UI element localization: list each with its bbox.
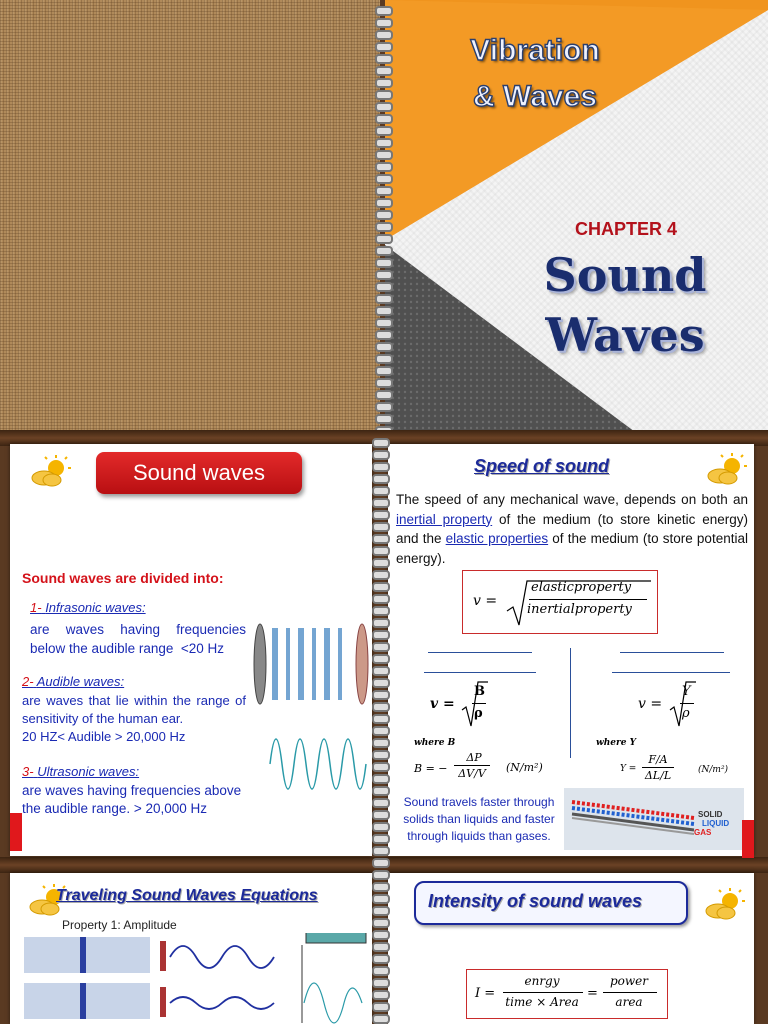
spiral-ring — [372, 534, 390, 544]
spiral-ring — [372, 654, 390, 664]
label-gas: GAS — [694, 828, 712, 837]
spiral-ring — [375, 294, 393, 304]
spiral-ring — [372, 882, 390, 892]
spiral-ring — [372, 1002, 390, 1012]
item-title: 3- Ultrasonic waves: — [22, 764, 140, 779]
left-where: where B — [414, 738, 456, 748]
left-den: ρ — [474, 706, 483, 721]
spiral-ring — [375, 138, 393, 148]
spiral-ring — [372, 666, 390, 676]
slide-header: Speed of sound — [474, 456, 609, 476]
spiral-ring — [375, 66, 393, 76]
spiral-ring — [372, 570, 390, 580]
right-y-num: F/A — [648, 753, 668, 766]
spiral-ring — [375, 318, 393, 328]
spiral-ring — [372, 510, 390, 520]
spiral-ring — [372, 522, 390, 532]
spiral-ring — [375, 354, 393, 364]
spiral-ring — [372, 954, 390, 964]
spiral-ring — [372, 474, 390, 484]
divided-heading: Sound waves are divided into: — [22, 570, 224, 586]
label-liquid: LIQUID — [702, 819, 730, 828]
spiral-ring — [375, 6, 393, 16]
spiral-ring — [372, 546, 390, 556]
spiral-ring — [372, 978, 390, 988]
left-b: B = − — [414, 762, 448, 775]
slide-traveling-waves — [10, 873, 372, 1024]
spiral-ring — [372, 906, 390, 916]
spiral-ring — [372, 486, 390, 496]
spiral-ring — [375, 162, 393, 172]
spiral-ring — [375, 54, 393, 64]
formula-lhs: v = — [473, 593, 498, 609]
right-y-den: ΔL/L — [644, 769, 672, 782]
slide-header: Traveling Sound Waves Equations — [56, 887, 318, 904]
spiral-ring — [372, 810, 390, 820]
spiral-ring — [372, 642, 390, 652]
spiral-ring — [372, 786, 390, 796]
spiral-ring — [375, 210, 393, 220]
spiral-ring — [375, 270, 393, 280]
spiral-ring — [372, 858, 390, 868]
spiral-ring — [375, 402, 393, 412]
cover-title-line1: Vibration — [470, 34, 600, 67]
slide-speed-of-sound — [388, 444, 754, 856]
spiral-ring — [372, 462, 390, 472]
spiral-ring — [375, 114, 393, 124]
left-b-den: ΔV/V — [458, 767, 486, 780]
amplitude-figure — [20, 933, 370, 1024]
item-title: 2- Audible waves: — [22, 674, 125, 689]
right-unit: (N/m²) — [698, 765, 729, 775]
spiral-ring — [372, 870, 390, 880]
intensity-num1: enrgy — [524, 974, 560, 988]
spiral-ring — [375, 234, 393, 244]
spiral-ring — [372, 678, 390, 688]
speed-formula-box — [462, 570, 658, 634]
spiral-ring — [375, 378, 393, 388]
spiral-ring — [372, 966, 390, 976]
spiral-ring — [372, 846, 390, 856]
sun-cloud-icon — [702, 887, 746, 921]
left-unit: (N/m²) — [506, 761, 543, 774]
spiral-ring — [372, 762, 390, 772]
sound-wave-illustration — [250, 614, 372, 804]
intensity-lhs: I = — [475, 986, 496, 1001]
spiral-ring — [375, 150, 393, 160]
sound-travel-note: Sound travels faster through solids than liquids and faster through liquids than gases. — [403, 795, 555, 843]
item-desc: are waves having frequencies above the audible range. > 20,000 Hz — [22, 783, 242, 816]
spiral-ring — [372, 630, 390, 640]
spiral-ring — [375, 30, 393, 40]
cover-title-line2: & Waves — [473, 80, 597, 113]
cover-big-line2: Waves — [545, 308, 705, 362]
spiral-ring — [372, 714, 390, 724]
intensity-eq: = — [587, 986, 598, 1001]
spiral-ring — [375, 282, 393, 292]
spiral-ring — [372, 894, 390, 904]
spiral-ring — [372, 498, 390, 508]
intensity-den1: time × Area — [505, 995, 579, 1009]
red-tab — [742, 820, 754, 858]
spiral-ring — [372, 738, 390, 748]
sun-cloud-icon — [704, 452, 748, 486]
chapter-label: CHAPTER 4 — [575, 219, 678, 239]
right-num: Y — [682, 684, 691, 699]
right-y: Y = — [620, 764, 637, 774]
spiral-ring — [375, 342, 393, 352]
right-v: v = — [638, 696, 663, 712]
spiral-ring — [375, 174, 393, 184]
formula-numerator: elasticproperty — [531, 580, 632, 595]
spiral-ring — [372, 582, 390, 592]
spiral-ring — [375, 126, 393, 136]
book-cover — [385, 0, 768, 432]
spiral-ring — [372, 1014, 390, 1024]
spiral-ring — [372, 450, 390, 460]
spiral-ring — [372, 834, 390, 844]
spiral-ring — [375, 18, 393, 28]
right-where: where Y — [596, 738, 637, 748]
item-desc: are waves having frequencies below the audible range <20 Hz — [30, 622, 246, 656]
figure-label: Property 1: Amplitude — [62, 918, 177, 932]
slide-header: Intensity of sound waves — [428, 891, 643, 911]
spiral-ring — [372, 990, 390, 1000]
left-b-num: ΔP — [466, 751, 482, 764]
cover-big-line1: Sound — [543, 248, 707, 302]
spiral-ring — [375, 246, 393, 256]
spiral-ring — [375, 258, 393, 268]
slide-header: Sound waves — [96, 452, 302, 494]
right-den: ρ — [682, 706, 690, 721]
intensity-formula-box — [466, 969, 668, 1019]
burlap-background — [0, 0, 380, 432]
item-title: 1- Infrasonic waves: — [30, 600, 146, 615]
formula-denominator: inertialproperty — [527, 602, 632, 617]
spiral-ring — [372, 798, 390, 808]
spiral-ring — [375, 414, 393, 424]
speed-paragraph: The speed of any mechanical wave, depends on both an inertial property of the medium (to store kinetic energy) and the elastic properties of the medium (to store potential energy). — [396, 492, 748, 566]
spiral-ring — [372, 606, 390, 616]
spiral-ring — [372, 942, 390, 952]
states-of-matter-image — [564, 788, 744, 850]
spiral-ring — [372, 930, 390, 940]
sun-cloud-icon — [28, 454, 72, 488]
spiral-ring — [375, 390, 393, 400]
intensity-den2: area — [615, 995, 643, 1009]
spiral-ring — [375, 186, 393, 196]
spiral-ring — [375, 102, 393, 112]
spiral-ring — [375, 222, 393, 232]
spiral-ring — [372, 726, 390, 736]
spiral-ring — [372, 558, 390, 568]
spiral-ring — [372, 690, 390, 700]
spiral-ring — [372, 438, 390, 448]
spiral-ring — [375, 366, 393, 376]
spiral-ring — [375, 198, 393, 208]
red-tab — [10, 813, 22, 851]
spiral-ring — [375, 306, 393, 316]
spiral-ring — [375, 42, 393, 52]
spiral-ring — [372, 774, 390, 784]
spiral-ring — [375, 330, 393, 340]
slide-intensity — [388, 873, 754, 1024]
intensity-num2: power — [609, 974, 648, 988]
left-num: B — [474, 684, 485, 699]
slide-sound-waves — [10, 444, 372, 856]
spiral-ring — [372, 594, 390, 604]
spiral-ring — [375, 90, 393, 100]
vertical-divider — [570, 648, 571, 758]
item-desc: are waves that lie within the range of sensitivity of the human ear. 20 HZ< Audible > 20,000 Hz — [22, 693, 246, 744]
spiral-ring — [375, 78, 393, 88]
spiral-ring — [372, 750, 390, 760]
spiral-ring — [372, 618, 390, 628]
label-solid: SOLID — [698, 810, 723, 819]
left-v: v = — [430, 696, 455, 712]
spiral-ring — [372, 822, 390, 832]
spiral-ring — [372, 702, 390, 712]
spiral-ring — [372, 918, 390, 928]
